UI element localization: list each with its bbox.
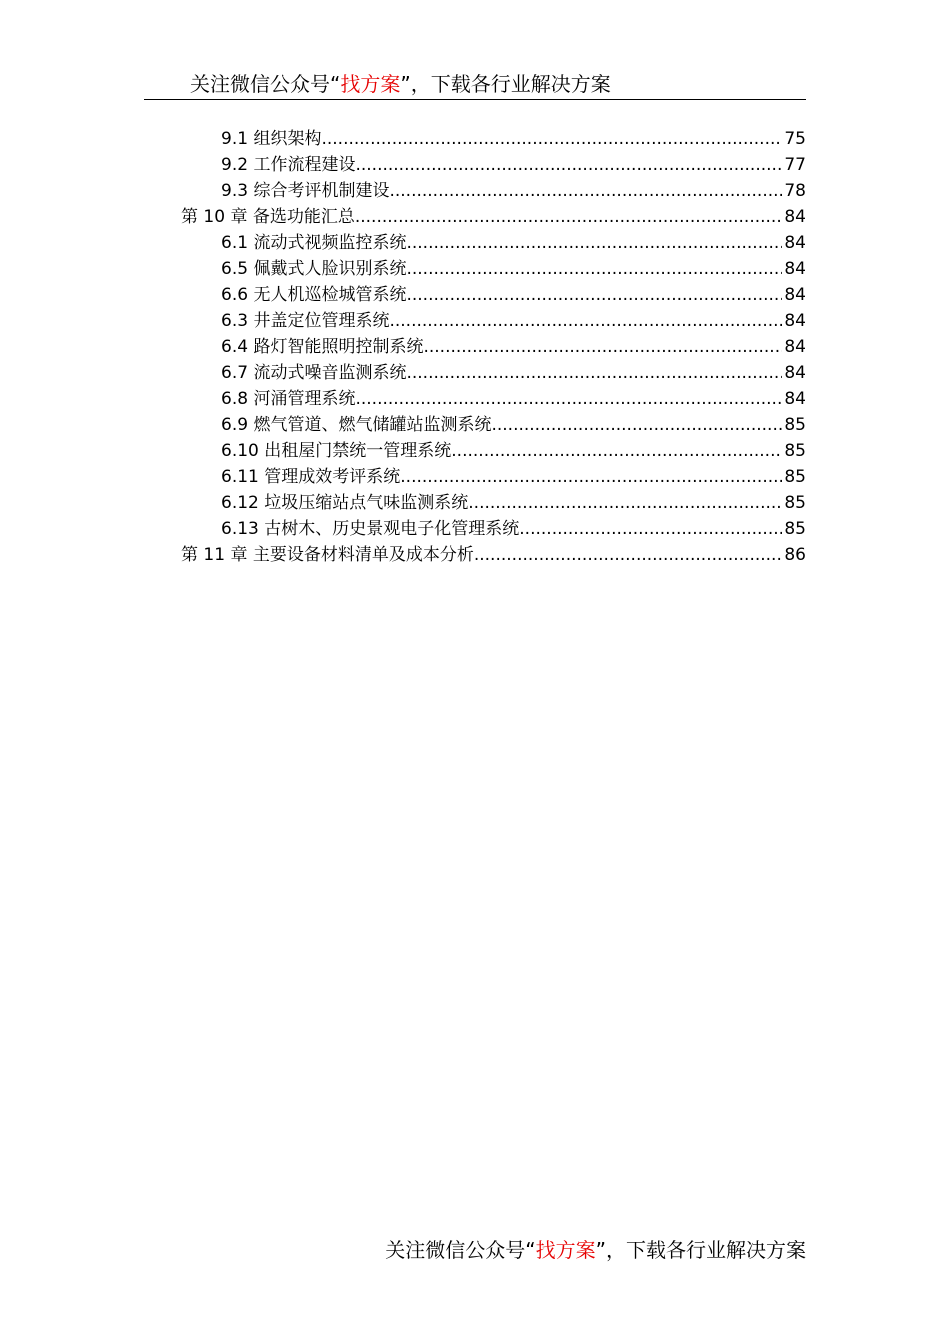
footer-quote-close: ” (595, 1238, 606, 1262)
toc-dot-leader (400, 464, 782, 490)
toc-entry-title: 6.5 佩戴式人脸识别系统 (221, 259, 407, 279)
toc-row[interactable] (181, 542, 806, 568)
toc-row[interactable] (181, 516, 806, 542)
header-text-after: ，下载各行业解决方案 (410, 72, 611, 96)
toc-page-number: 84 (784, 259, 806, 279)
toc-page-number: 75 (784, 129, 806, 149)
toc-row[interactable] (181, 178, 806, 204)
toc-page-number: 84 (784, 363, 806, 383)
header-brand: 找方案 (340, 72, 401, 96)
toc-dot-leader (355, 386, 782, 412)
toc-row[interactable] (181, 152, 806, 178)
toc-entry-title: 9.3 综合考评机制建设 (221, 181, 390, 201)
footer-quote-open: “ (525, 1238, 536, 1262)
header-text (190, 70, 611, 98)
toc-row[interactable] (181, 490, 806, 516)
toc-row[interactable] (181, 412, 806, 438)
toc-entry-title: 第 11 章 主要设备材料清单及成本分析 (181, 545, 474, 565)
footer-text-before: 关注微信公众号 (385, 1238, 526, 1262)
toc-dot-leader (321, 126, 782, 152)
toc-page-number: 78 (784, 181, 806, 201)
toc-entry-title: 6.8 河涌管理系统 (221, 389, 356, 409)
toc-entry-title: 第 10 章 备选功能汇总 (181, 207, 355, 227)
toc-page-number: 84 (784, 337, 806, 357)
toc-dot-leader (519, 516, 782, 542)
toc-row[interactable] (181, 308, 806, 334)
toc-entry-title: 6.7 流动式噪音监测系统 (221, 363, 407, 383)
toc-entry-title: 6.4 路灯智能照明控制系统 (221, 337, 424, 357)
toc-page-number: 85 (784, 467, 806, 487)
toc-dot-leader (406, 282, 782, 308)
toc-row[interactable] (181, 360, 806, 386)
table-of-contents (181, 126, 806, 568)
toc-entry-title: 6.1 流动式视频监控系统 (221, 233, 407, 253)
toc-row[interactable] (181, 204, 806, 230)
toc-row[interactable] (181, 282, 806, 308)
toc-dot-leader (406, 256, 782, 282)
toc-dot-leader (423, 334, 782, 360)
toc-dot-leader (468, 490, 782, 516)
header-text-before: 关注微信公众号 (190, 72, 330, 96)
toc-dot-leader (406, 230, 782, 256)
toc-row[interactable] (181, 438, 806, 464)
header-quote-open: “ (330, 72, 341, 96)
toc-page-number: 85 (784, 519, 806, 539)
toc-page-number: 84 (784, 285, 806, 305)
toc-dot-leader (389, 178, 782, 204)
toc-dot-leader (451, 438, 782, 464)
toc-entry-title: 6.13 古树木、历史景观电子化管理系统 (221, 519, 520, 539)
toc-entry-title: 6.3 井盖定位管理系统 (221, 311, 390, 331)
toc-page-number: 85 (784, 415, 806, 435)
toc-page-number: 84 (784, 311, 806, 331)
toc-dot-leader (355, 152, 782, 178)
toc-dot-leader (491, 412, 782, 438)
toc-row[interactable] (181, 230, 806, 256)
toc-dot-leader (474, 542, 782, 568)
toc-row[interactable] (181, 334, 806, 360)
toc-entry-title: 9.1 组织架构 (221, 129, 322, 149)
toc-entry-title: 6.12 垃圾压缩站点气味监测系统 (221, 493, 469, 513)
toc-dot-leader (355, 204, 782, 230)
toc-dot-leader (406, 360, 782, 386)
toc-page-number: 85 (784, 441, 806, 461)
toc-page-number: 84 (784, 389, 806, 409)
toc-row[interactable] (181, 126, 806, 152)
toc-dot-leader (389, 308, 782, 334)
toc-row[interactable] (181, 256, 806, 282)
toc-entry-title: 6.10 出租屋门禁统一管理系统 (221, 441, 452, 461)
toc-entry-title: 6.6 无人机巡检城管系统 (221, 285, 407, 305)
footer-brand: 找方案 (535, 1238, 596, 1262)
toc-entry-title: 6.11 管理成效考评系统 (221, 467, 401, 487)
toc-row[interactable] (181, 464, 806, 490)
page-footer (300, 1236, 806, 1266)
page-header (144, 68, 806, 100)
toc-entry-title: 6.9 燃气管道、燃气储罐站监测系统 (221, 415, 492, 435)
footer-text-after: ，下载各行业解决方案 (606, 1238, 806, 1262)
toc-page-number: 84 (784, 207, 806, 227)
toc-row[interactable] (181, 386, 806, 412)
toc-page-number: 86 (784, 545, 806, 565)
toc-page-number: 77 (784, 155, 806, 175)
toc-page-number: 85 (784, 493, 806, 513)
toc-entry-title: 9.2 工作流程建设 (221, 155, 356, 175)
footer-text (385, 1236, 806, 1264)
header-quote-close: ” (400, 72, 411, 96)
toc-page-number: 84 (784, 233, 806, 253)
